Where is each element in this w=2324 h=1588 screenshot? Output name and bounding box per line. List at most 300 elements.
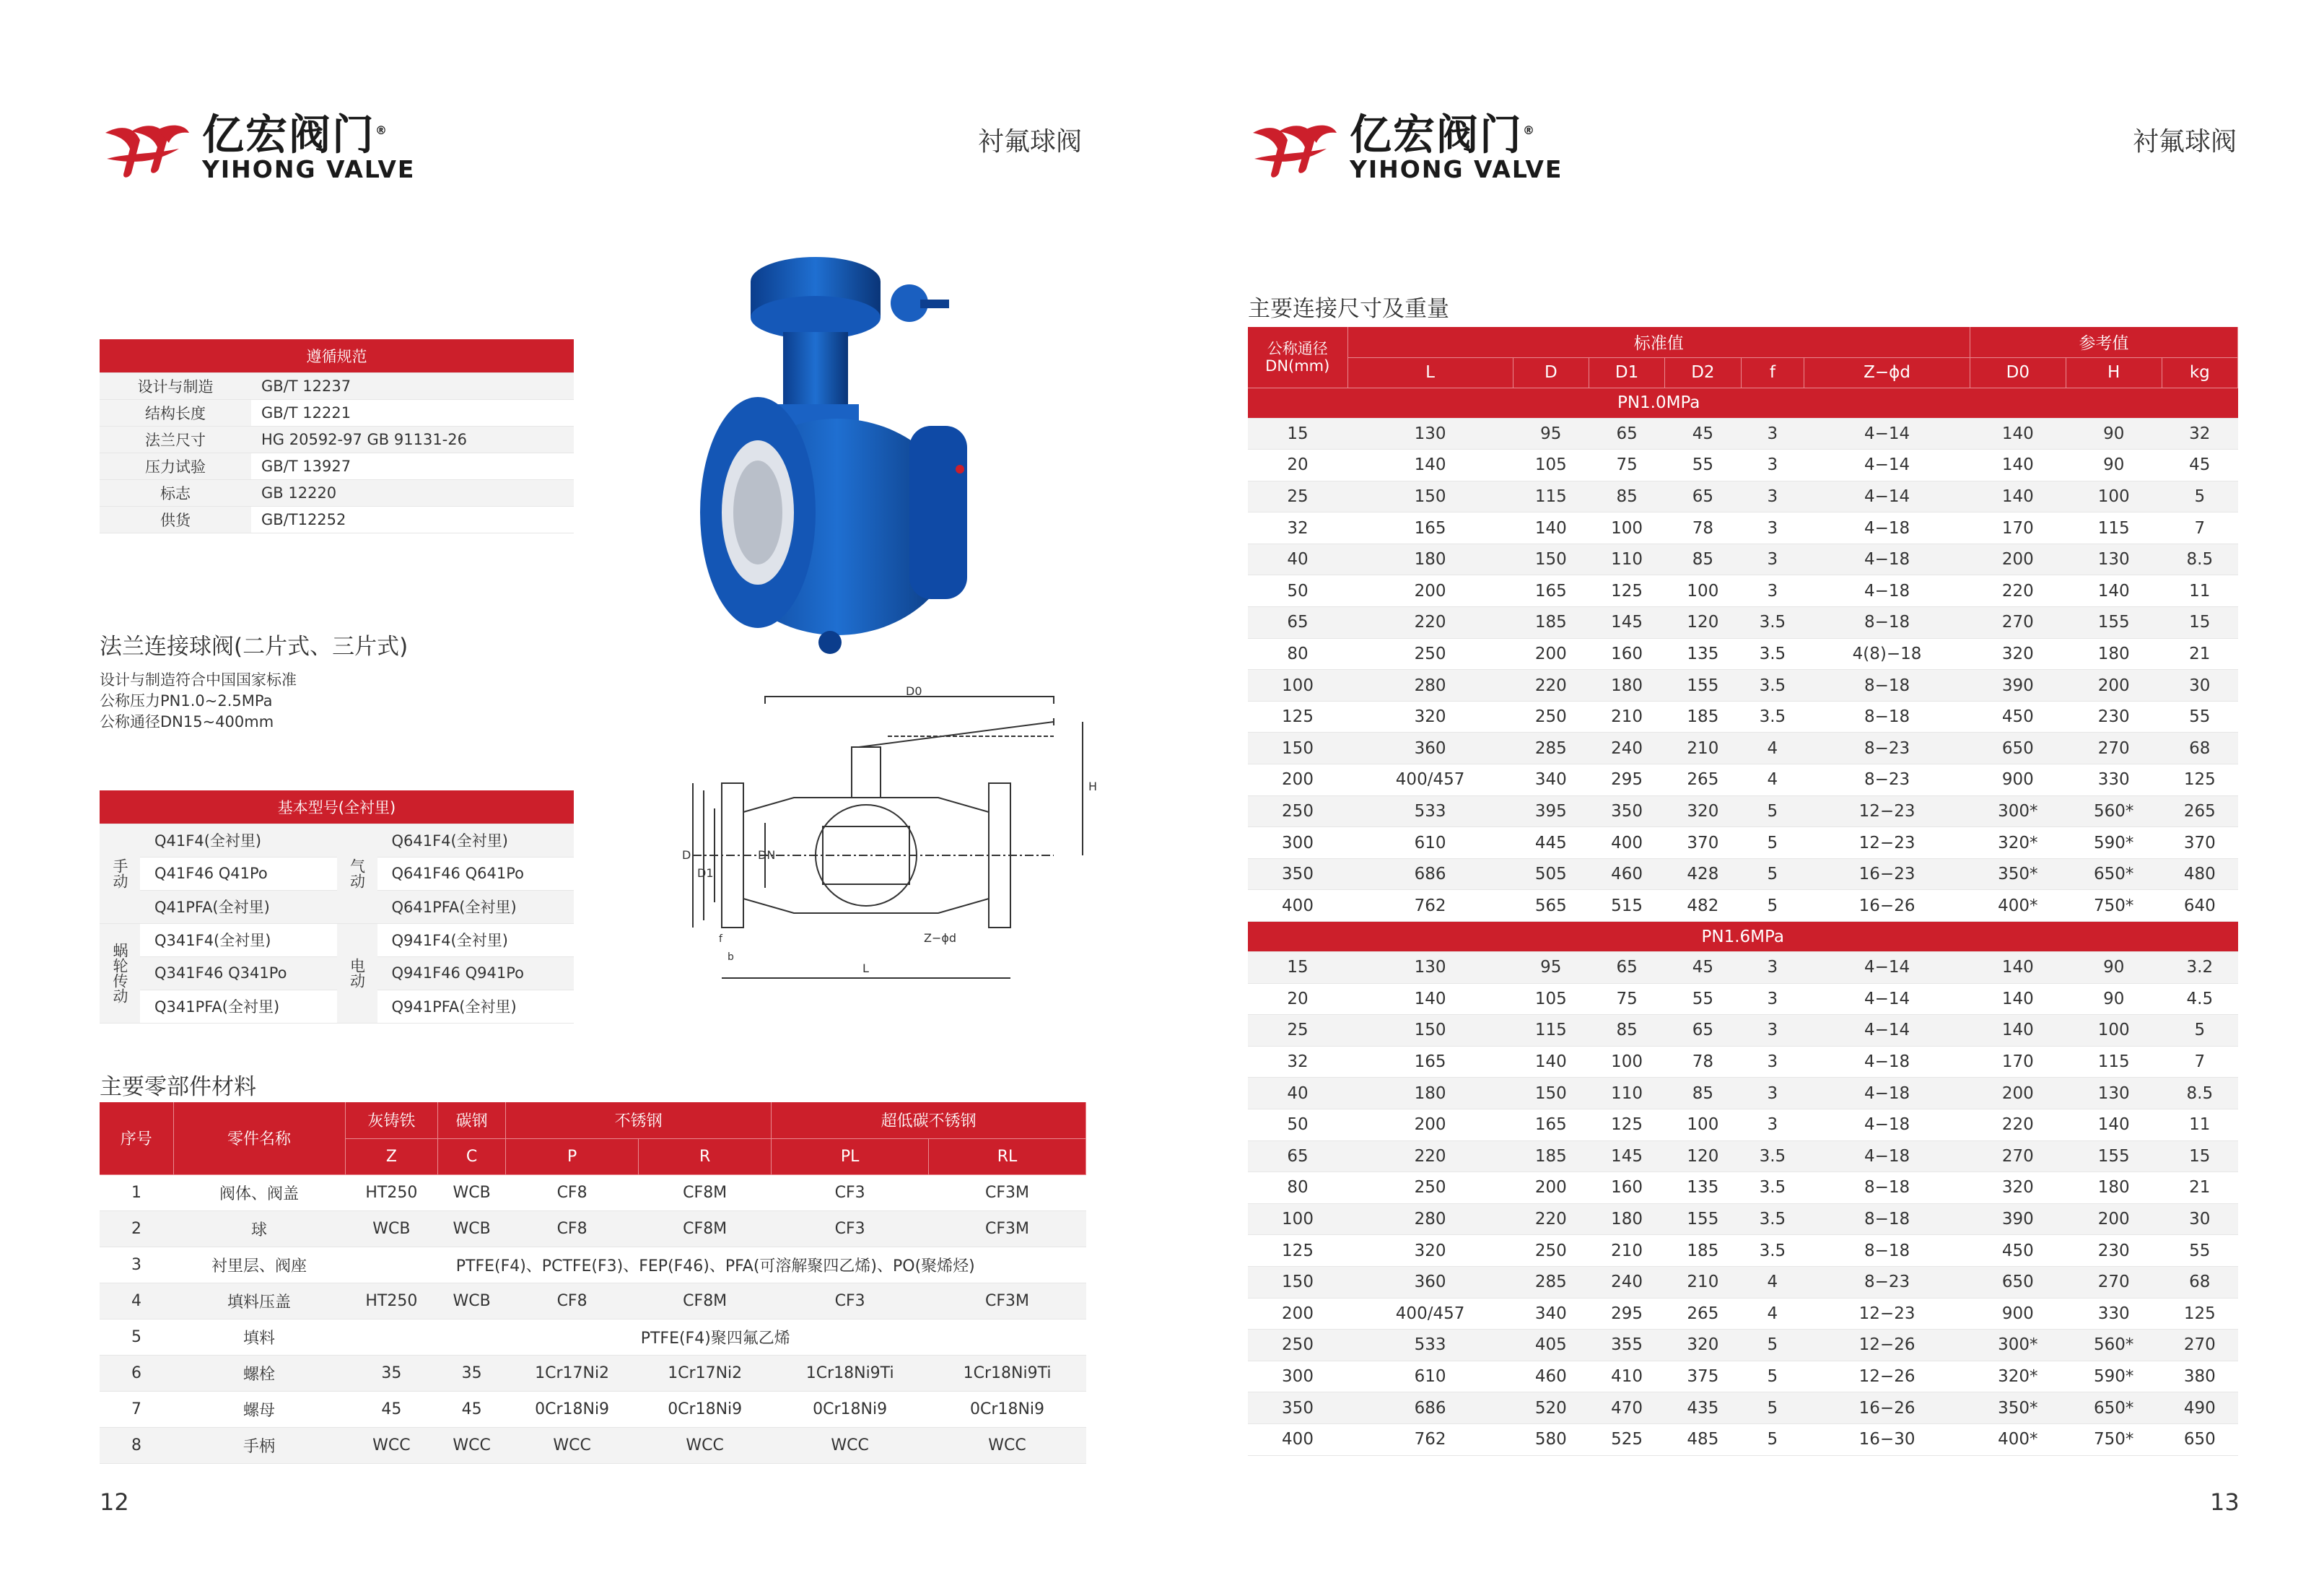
dimension-cell: 265 bbox=[1665, 764, 1741, 796]
dimension-row bbox=[1248, 607, 2238, 639]
header-standard: 标准值 bbox=[1347, 327, 1970, 357]
ball-valve-photo bbox=[693, 238, 996, 657]
dimension-cell: 150 bbox=[1513, 1078, 1589, 1109]
material-value: 45 bbox=[438, 1391, 506, 1427]
dimension-cell: 280 bbox=[1347, 1203, 1513, 1235]
dimension-cell: 200 bbox=[2066, 1203, 2162, 1235]
dimension-cell: 4 bbox=[1741, 764, 1804, 796]
dimension-row bbox=[1248, 1392, 2238, 1424]
dims-title: 主要连接尺寸及重量 bbox=[1248, 296, 1449, 322]
dimension-cell: 185 bbox=[1665, 1235, 1741, 1267]
dimension-cell: 90 bbox=[2066, 952, 2162, 984]
dimension-cell: 4−18 bbox=[1804, 512, 1970, 544]
dimension-cell: 900 bbox=[1970, 764, 2066, 796]
spec-table bbox=[100, 339, 574, 533]
dimension-cell: 650* bbox=[2066, 1392, 2162, 1424]
dimension-cell: 300 bbox=[1248, 1361, 1347, 1392]
header-col: L bbox=[1347, 357, 1513, 388]
dimension-cell: 165 bbox=[1347, 512, 1513, 544]
drawing-label-z: Z−ϕd bbox=[924, 931, 957, 945]
material-part-name: 球 bbox=[173, 1210, 345, 1247]
dimension-cell: 762 bbox=[1347, 1423, 1513, 1455]
dimension-row bbox=[1248, 1266, 2238, 1298]
material-value: WCB bbox=[345, 1210, 438, 1247]
header-code: PL bbox=[772, 1138, 929, 1174]
material-value: WCB bbox=[438, 1174, 506, 1210]
dimension-cell: 78 bbox=[1665, 512, 1741, 544]
dimension-cell: 15 bbox=[1248, 952, 1347, 984]
dimension-cell: 265 bbox=[1665, 1298, 1741, 1330]
dimension-cell: 95 bbox=[1513, 418, 1589, 450]
spec-value: GB/T 13927 bbox=[251, 453, 574, 479]
dimension-cell: 5 bbox=[2162, 481, 2237, 512]
dimension-cell: 180 bbox=[1347, 1078, 1513, 1109]
dimension-cell: 16−26 bbox=[1804, 890, 1970, 922]
pressure-label: PN1.0MPa bbox=[1347, 388, 1970, 418]
material-part-name: 填料 bbox=[173, 1319, 345, 1355]
material-value: 1Cr17Ni2 bbox=[639, 1355, 772, 1391]
dimension-cell: 533 bbox=[1347, 795, 1513, 827]
dimension-cell: 686 bbox=[1347, 1392, 1513, 1424]
dimension-cell: 230 bbox=[2066, 701, 2162, 733]
brand-name-en: YIHONG VALVE bbox=[202, 155, 416, 184]
dimension-row bbox=[1248, 1235, 2238, 1267]
dimension-cell: 3 bbox=[1741, 544, 1804, 575]
material-value: CF8 bbox=[506, 1174, 639, 1210]
dimension-cell: 350 bbox=[1589, 795, 1664, 827]
dimension-cell: 250 bbox=[1248, 795, 1347, 827]
dimension-cell: 230 bbox=[2066, 1235, 2162, 1267]
dimension-cell: 155 bbox=[2066, 607, 2162, 639]
dimension-row bbox=[1248, 1078, 2238, 1109]
dimension-cell: 155 bbox=[2066, 1140, 2162, 1172]
dimension-cell: 100 bbox=[1665, 1109, 1741, 1140]
dimension-cell: 900 bbox=[1970, 1298, 2066, 1330]
dimension-cell: 80 bbox=[1248, 638, 1347, 670]
material-part-name: 阀体、阀盖 bbox=[173, 1174, 345, 1210]
dimension-cell: 200 bbox=[1970, 544, 2066, 575]
dimension-row bbox=[1248, 575, 2238, 607]
dimension-cell: 210 bbox=[1665, 733, 1741, 764]
dimension-cell: 65 bbox=[1665, 481, 1741, 512]
dimension-row bbox=[1248, 1140, 2238, 1172]
dimension-cell: 55 bbox=[1665, 450, 1741, 481]
pressure-band bbox=[1248, 922, 2238, 952]
dimension-cell: 8−23 bbox=[1804, 764, 1970, 796]
dimension-row bbox=[1248, 1423, 2238, 1455]
dimension-cell: 4 bbox=[1741, 1266, 1804, 1298]
drawing-label-d0: D0 bbox=[906, 684, 922, 698]
header-col: D0 bbox=[1970, 357, 2066, 388]
dimension-cell: 180 bbox=[2066, 638, 2162, 670]
description-line: 公称通径DN15~400mm bbox=[100, 713, 274, 730]
dimension-cell: 435 bbox=[1665, 1392, 1741, 1424]
material-value: HT250 bbox=[345, 1174, 438, 1210]
dimension-cell: 50 bbox=[1248, 1109, 1347, 1140]
dimension-cell: 135 bbox=[1665, 1172, 1741, 1204]
dimension-cell: 7 bbox=[2162, 1046, 2237, 1078]
dimension-cell: 3 bbox=[1741, 952, 1804, 984]
dimension-cell: 16−30 bbox=[1804, 1423, 1970, 1455]
dimension-cell: 3.5 bbox=[1741, 638, 1804, 670]
dimension-cell: 370 bbox=[1665, 827, 1741, 859]
header-col: D2 bbox=[1665, 357, 1741, 388]
dimension-cell: 45 bbox=[1665, 418, 1741, 450]
dimension-cell: 400 bbox=[1248, 890, 1347, 922]
dimension-cell: 120 bbox=[1665, 1140, 1741, 1172]
material-value: CF3 bbox=[772, 1174, 929, 1210]
material-value: CF8 bbox=[506, 1210, 639, 1247]
dimension-cell: 115 bbox=[1513, 481, 1589, 512]
brand-name-cn: 亿宏阀门® bbox=[202, 110, 389, 160]
drawing-label-b: b bbox=[728, 951, 734, 963]
dimension-cell: 40 bbox=[1248, 1078, 1347, 1109]
dimension-cell: 100 bbox=[2066, 1015, 2162, 1047]
dimension-cell: 3.5 bbox=[1741, 701, 1804, 733]
group-label-worm: 蜗轮传动 bbox=[100, 923, 140, 1023]
material-value: CF8M bbox=[639, 1174, 772, 1210]
dimension-cell: 8−18 bbox=[1804, 1235, 1970, 1267]
dimension-cell: 400 bbox=[1589, 827, 1664, 859]
material-span: PTFE(F4)聚四氟乙烯 bbox=[345, 1319, 1086, 1355]
spec-value: GB 12220 bbox=[251, 479, 574, 506]
dimension-row bbox=[1248, 764, 2238, 796]
dimension-cell: 300 bbox=[1248, 827, 1347, 859]
dimension-cell: 4.5 bbox=[2162, 983, 2237, 1015]
dimension-cell: 3 bbox=[1741, 1078, 1804, 1109]
model-cell: Q941F4(全衬里) bbox=[377, 923, 575, 956]
dimension-row bbox=[1248, 983, 2238, 1015]
dimension-cell: 8−18 bbox=[1804, 607, 1970, 639]
material-value: 1Cr18Ni9Ti bbox=[929, 1355, 1086, 1391]
dimension-cell: 610 bbox=[1347, 1361, 1513, 1392]
dimension-cell: 490 bbox=[2162, 1392, 2237, 1424]
dimension-cell: 3 bbox=[1741, 1109, 1804, 1140]
dimension-cell: 200 bbox=[1248, 1298, 1347, 1330]
material-value: 1Cr17Ni2 bbox=[506, 1355, 639, 1391]
dimension-cell: 210 bbox=[1589, 1235, 1664, 1267]
dimension-cell: 330 bbox=[2066, 764, 2162, 796]
material-row bbox=[100, 1427, 1086, 1463]
dimensions-table bbox=[1248, 327, 2238, 1456]
dimension-cell: 5 bbox=[1741, 1423, 1804, 1455]
model-cell: Q641F4(全衬里) bbox=[377, 824, 575, 857]
dimension-cell: 285 bbox=[1513, 733, 1589, 764]
dimension-cell: 4−18 bbox=[1804, 1046, 1970, 1078]
brand-logo bbox=[100, 108, 415, 183]
dimension-cell: 120 bbox=[1665, 607, 1741, 639]
spec-label: 结构长度 bbox=[100, 399, 251, 426]
material-value: 0Cr18Ni9 bbox=[639, 1391, 772, 1427]
dimension-cell: 85 bbox=[1589, 1015, 1664, 1047]
dimension-cell: 110 bbox=[1589, 544, 1664, 575]
model-cell: Q41F46 Q41Po bbox=[140, 857, 337, 890]
dimension-cell: 12−26 bbox=[1804, 1361, 1970, 1392]
header-group: 超低碳不锈钢 bbox=[772, 1102, 1086, 1138]
material-value: CF3 bbox=[772, 1283, 929, 1319]
dimension-cell: 340 bbox=[1513, 764, 1589, 796]
header-dn: 公称通径DN(mm) bbox=[1248, 327, 1347, 388]
dimension-cell: 90 bbox=[2066, 418, 2162, 450]
spec-value: GB/T 12237 bbox=[251, 372, 574, 399]
material-value: WCC bbox=[772, 1427, 929, 1463]
header-col: kg bbox=[2162, 357, 2237, 388]
material-no: 7 bbox=[100, 1391, 173, 1427]
dimension-cell: 3.5 bbox=[1741, 1235, 1804, 1267]
material-row bbox=[100, 1391, 1086, 1427]
dimension-row bbox=[1248, 795, 2238, 827]
material-no: 8 bbox=[100, 1427, 173, 1463]
dimension-cell: 155 bbox=[1665, 670, 1741, 702]
material-row bbox=[100, 1283, 1086, 1319]
dimension-cell: 5 bbox=[2162, 1015, 2237, 1047]
dimension-cell: 428 bbox=[1665, 858, 1741, 890]
material-value: WCC bbox=[506, 1427, 639, 1463]
description-line: 公称压力PN1.0~2.5MPa bbox=[100, 692, 273, 710]
material-value: 35 bbox=[345, 1355, 438, 1391]
model-cell: Q41F4(全衬里) bbox=[140, 824, 337, 857]
material-value: WCC bbox=[929, 1427, 1086, 1463]
dimension-cell: 12−23 bbox=[1804, 795, 1970, 827]
material-row bbox=[100, 1210, 1086, 1247]
material-value: HT250 bbox=[345, 1283, 438, 1319]
dimension-cell: 200 bbox=[1970, 1078, 2066, 1109]
dimension-cell: 15 bbox=[2162, 1140, 2237, 1172]
dimension-cell: 240 bbox=[1589, 1266, 1664, 1298]
dimension-row bbox=[1248, 544, 2238, 575]
dimension-row bbox=[1248, 638, 2238, 670]
dimension-cell: 450 bbox=[1970, 701, 2066, 733]
material-no: 5 bbox=[100, 1319, 173, 1355]
dimension-cell: 21 bbox=[2162, 1172, 2237, 1204]
dimension-cell: 85 bbox=[1665, 544, 1741, 575]
dimension-cell: 150 bbox=[1248, 1266, 1347, 1298]
dimension-cell: 650 bbox=[2162, 1423, 2237, 1455]
dimension-cell: 3 bbox=[1741, 1046, 1804, 1078]
dimension-cell: 750* bbox=[2066, 890, 2162, 922]
dimension-cell: 105 bbox=[1513, 983, 1589, 1015]
dimension-cell: 4−14 bbox=[1804, 418, 1970, 450]
dimension-row bbox=[1248, 418, 2238, 450]
material-span: PTFE(F4)、PCTFE(F3)、FEP(F46)、PFA(可溶解聚四乙烯)、PO(聚烯烃) bbox=[345, 1247, 1086, 1283]
header-group: 碳钢 bbox=[438, 1102, 506, 1138]
dimension-cell: 105 bbox=[1513, 450, 1589, 481]
dimension-cell: 395 bbox=[1513, 795, 1589, 827]
dimension-cell: 68 bbox=[2162, 733, 2237, 764]
dimension-cell: 3.2 bbox=[2162, 952, 2237, 984]
dimension-cell: 130 bbox=[2066, 544, 2162, 575]
dimension-row bbox=[1248, 481, 2238, 512]
material-value: 0Cr18Ni9 bbox=[929, 1391, 1086, 1427]
dimension-cell: 140 bbox=[1970, 450, 2066, 481]
model-cell: Q41PFA(全衬里) bbox=[140, 890, 337, 923]
spec-value: GB/T12252 bbox=[251, 506, 574, 533]
dimension-cell: 185 bbox=[1513, 1140, 1589, 1172]
dimension-row bbox=[1248, 1330, 2238, 1361]
dimension-cell: 130 bbox=[2066, 1078, 2162, 1109]
dimension-cell: 11 bbox=[2162, 575, 2237, 607]
material-part-name: 手柄 bbox=[173, 1427, 345, 1463]
dimension-cell: 32 bbox=[1248, 512, 1347, 544]
dimension-cell: 460 bbox=[1513, 1361, 1589, 1392]
dimension-cell: 350 bbox=[1248, 1392, 1347, 1424]
dimension-cell: 75 bbox=[1589, 450, 1664, 481]
header-code: C bbox=[438, 1138, 506, 1174]
material-part-name: 螺母 bbox=[173, 1391, 345, 1427]
dimension-cell: 650 bbox=[1970, 1266, 2066, 1298]
dimension-row bbox=[1248, 890, 2238, 922]
dimension-cell: 220 bbox=[1970, 1109, 2066, 1140]
dimension-cell: 140 bbox=[1513, 512, 1589, 544]
dimension-cell: 65 bbox=[1665, 1015, 1741, 1047]
dimension-cell: 5 bbox=[1741, 1392, 1804, 1424]
dimension-cell: 295 bbox=[1589, 1298, 1664, 1330]
dimension-cell: 200 bbox=[1347, 575, 1513, 607]
dimension-cell: 210 bbox=[1665, 1266, 1741, 1298]
header-col: D1 bbox=[1589, 357, 1664, 388]
dimension-cell: 250 bbox=[1347, 638, 1513, 670]
dimension-cell: 45 bbox=[2162, 450, 2237, 481]
dimension-cell: 145 bbox=[1589, 607, 1664, 639]
dimension-cell: 180 bbox=[1347, 544, 1513, 575]
dimension-cell: 155 bbox=[1665, 1203, 1741, 1235]
material-value: CF3M bbox=[929, 1210, 1086, 1247]
dimension-cell: 185 bbox=[1665, 701, 1741, 733]
dimension-cell: 68 bbox=[2162, 1266, 2237, 1298]
drawing-label-f: f bbox=[719, 933, 722, 945]
dimension-cell: 150 bbox=[1248, 733, 1347, 764]
dimension-cell: 5 bbox=[1741, 795, 1804, 827]
dimension-cell: 300* bbox=[1970, 1330, 2066, 1361]
dimension-cell: 125 bbox=[1248, 701, 1347, 733]
dimension-cell: 80 bbox=[1248, 1172, 1347, 1204]
dimension-cell: 32 bbox=[2162, 418, 2237, 450]
dimension-cell: 3 bbox=[1741, 983, 1804, 1015]
header-name: 零件名称 bbox=[173, 1102, 345, 1174]
dimension-cell: 8−23 bbox=[1804, 1266, 1970, 1298]
dimension-cell: 115 bbox=[1513, 1015, 1589, 1047]
dimension-cell: 3.5 bbox=[1741, 670, 1804, 702]
dimension-cell: 762 bbox=[1347, 890, 1513, 922]
dimension-cell: 390 bbox=[1970, 670, 2066, 702]
dimension-cell: 450 bbox=[1970, 1235, 2066, 1267]
dimension-cell: 21 bbox=[2162, 638, 2237, 670]
model-cell: Q941F46 Q941Po bbox=[377, 956, 575, 990]
dimension-cell: 250 bbox=[1347, 1172, 1513, 1204]
dimension-cell: 115 bbox=[2066, 512, 2162, 544]
header-col: f bbox=[1741, 357, 1804, 388]
dimension-cell: 45 bbox=[1665, 952, 1741, 984]
dimension-row bbox=[1248, 1172, 2238, 1204]
dimension-cell: 3 bbox=[1741, 575, 1804, 607]
header-group: 不锈钢 bbox=[506, 1102, 772, 1138]
dimension-cell: 650* bbox=[2066, 858, 2162, 890]
dimension-cell: 170 bbox=[1970, 1046, 2066, 1078]
dimension-cell: 3.5 bbox=[1741, 607, 1804, 639]
dimension-cell: 100 bbox=[1248, 670, 1347, 702]
dimension-cell: 4−18 bbox=[1804, 544, 1970, 575]
dimension-cell: 65 bbox=[1248, 607, 1347, 639]
dimension-cell: 640 bbox=[2162, 890, 2237, 922]
dimension-cell: 8−18 bbox=[1804, 670, 1970, 702]
dimension-cell: 165 bbox=[1513, 1109, 1589, 1140]
dimension-row bbox=[1248, 733, 2238, 764]
dimension-cell: 50 bbox=[1248, 575, 1347, 607]
dimension-cell: 355 bbox=[1589, 1330, 1664, 1361]
dimension-row bbox=[1248, 1046, 2238, 1078]
dimension-cell: 140 bbox=[1970, 952, 2066, 984]
dimension-cell: 8−18 bbox=[1804, 701, 1970, 733]
dimension-cell: 320* bbox=[1970, 827, 2066, 859]
header-code: RL bbox=[929, 1138, 1086, 1174]
dimension-cell: 560* bbox=[2066, 1330, 2162, 1361]
dimension-cell: 320 bbox=[1665, 795, 1741, 827]
dimension-cell: 110 bbox=[1589, 1078, 1664, 1109]
dimension-cell: 520 bbox=[1513, 1392, 1589, 1424]
dimension-cell: 300* bbox=[1970, 795, 2066, 827]
brand-logo-icon bbox=[1247, 111, 1341, 180]
dimension-cell: 40 bbox=[1248, 544, 1347, 575]
spec-label: 供货 bbox=[100, 506, 251, 533]
dimension-cell: 320 bbox=[1970, 638, 2066, 670]
material-row bbox=[100, 1174, 1086, 1210]
dimension-cell: 4 bbox=[1741, 1298, 1804, 1330]
dimension-cell: 3.5 bbox=[1741, 1172, 1804, 1204]
dimension-cell: 185 bbox=[1513, 607, 1589, 639]
drawing-label-dn: DN bbox=[758, 848, 776, 862]
dimension-cell: 30 bbox=[2162, 670, 2237, 702]
dimension-cell: 4−14 bbox=[1804, 481, 1970, 512]
dimension-cell: 200 bbox=[1248, 764, 1347, 796]
dimension-cell: 3.5 bbox=[1741, 1140, 1804, 1172]
dimension-cell: 7 bbox=[2162, 512, 2237, 544]
material-no: 1 bbox=[100, 1174, 173, 1210]
model-cell: Q941PFA(全衬里) bbox=[377, 990, 575, 1023]
group-label-manual: 手动 bbox=[100, 824, 140, 923]
dimension-cell: 350 bbox=[1248, 858, 1347, 890]
dimension-cell: 125 bbox=[2162, 764, 2237, 796]
dimension-cell: 125 bbox=[1248, 1235, 1347, 1267]
dimension-row bbox=[1248, 512, 2238, 544]
dimension-cell: 560* bbox=[2066, 795, 2162, 827]
header-col: H bbox=[2066, 357, 2162, 388]
page-number: 13 bbox=[2210, 1488, 2240, 1516]
dimension-cell: 515 bbox=[1589, 890, 1664, 922]
material-value: CF3 bbox=[772, 1210, 929, 1247]
dimension-cell: 445 bbox=[1513, 827, 1589, 859]
dimension-cell: 320 bbox=[1347, 1235, 1513, 1267]
dimension-cell: 4−14 bbox=[1804, 450, 1970, 481]
material-row bbox=[100, 1247, 1086, 1283]
dimension-cell: 20 bbox=[1248, 983, 1347, 1015]
dimension-cell: 12−26 bbox=[1804, 1330, 1970, 1361]
spec-label: 标志 bbox=[100, 479, 251, 506]
header-no: 序号 bbox=[100, 1102, 173, 1174]
dimension-cell: 3.5 bbox=[1741, 1203, 1804, 1235]
brand-name-en: YIHONG VALVE bbox=[1350, 155, 1563, 184]
dimension-cell: 5 bbox=[1741, 1361, 1804, 1392]
dimension-cell: 270 bbox=[1970, 1140, 2066, 1172]
dimension-cell: 350* bbox=[1970, 1392, 2066, 1424]
dimension-cell: 200 bbox=[1513, 1172, 1589, 1204]
dimension-cell: 140 bbox=[1970, 983, 2066, 1015]
material-no: 4 bbox=[100, 1283, 173, 1319]
header-reference: 参考值 bbox=[1970, 327, 2237, 357]
dimension-cell: 350* bbox=[1970, 858, 2066, 890]
dimension-cell: 470 bbox=[1589, 1392, 1664, 1424]
model-cell: Q341F46 Q341Po bbox=[140, 956, 337, 990]
dimension-cell: 32 bbox=[1248, 1046, 1347, 1078]
